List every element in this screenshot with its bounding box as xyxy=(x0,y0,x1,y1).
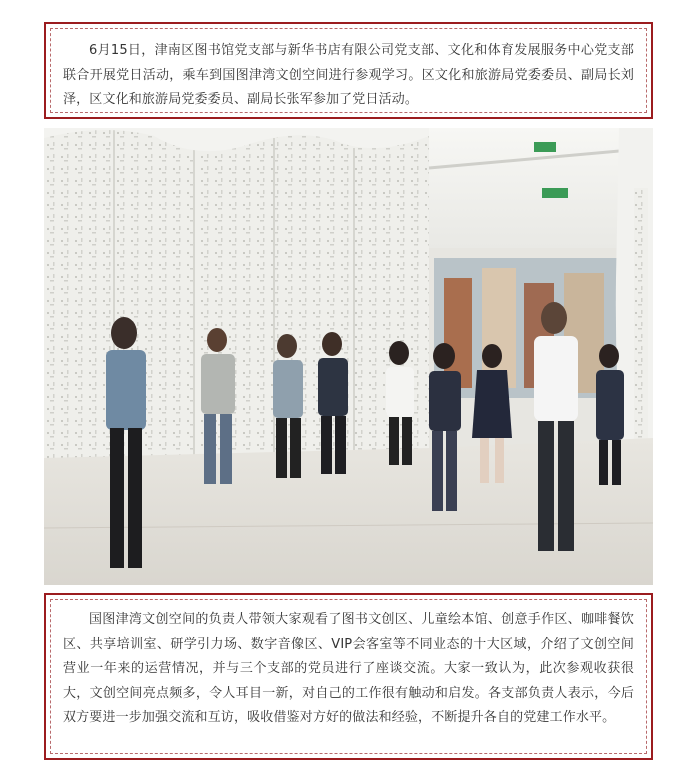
perforated-wall-left xyxy=(44,128,429,478)
intro-frame xyxy=(44,22,653,119)
summary-frame-inner xyxy=(50,599,647,754)
intro-frame-inner xyxy=(50,28,647,113)
exit-sign xyxy=(534,142,556,152)
intro-paragraph: 6月15日，津南区图书馆党支部与新华书店有限公司党支部、文化和体育发展服务中心党支部联合开展党日活动，乘车到国图津湾文创空间进行参观学习。区文化和旅游局党委委员、副局长刘泽，区文化和旅游局党委委员、副局长张军参加了党日活动。 xyxy=(63,43,634,107)
exit-sign-2 xyxy=(542,188,568,198)
summary-paragraph: 国图津湾文创空间的负责人带领大家观看了图书文创区、儿童绘本馆、创意手作区、咖啡餐饮区、共享培训室、研学引力场、数字音像区、VIP会客室等不同业态的十大区域，介绍了文创空间营业一年来的运营情况，并与三个支部的党员进行了座谈交流。大家一致认为，此次参观收获很大，文创空间亮点频多，令人耳目一新，对自己的工作很有触动和启发。各支部负责人表示，今后双方要进一步加强交流和互访，吸收借鉴对方好的做法和经验，不断提升各自的党建工作水平。 xyxy=(63,612,634,725)
photo-illustration xyxy=(44,128,653,585)
summary-frame xyxy=(44,593,653,760)
event-photo xyxy=(44,128,653,585)
